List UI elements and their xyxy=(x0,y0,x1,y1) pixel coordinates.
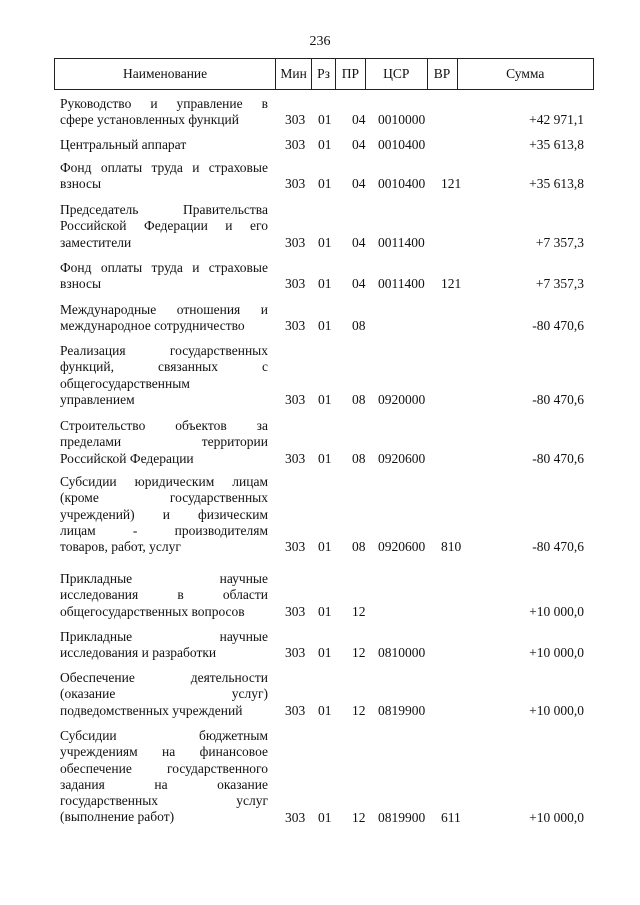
cell-sum: +10 000,0 xyxy=(529,809,584,825)
cell-rz: 01 xyxy=(318,603,332,619)
cell-rz: 01 xyxy=(318,645,332,661)
cell-csr: 0010000 xyxy=(378,112,426,128)
cell-sum: +42 971,1 xyxy=(529,112,584,128)
cell-csr: 0011400 xyxy=(378,234,425,250)
cell-sum: -80 470,6 xyxy=(532,539,584,555)
header-pr: ПР xyxy=(336,59,366,89)
cell-vr: 611 xyxy=(441,809,461,825)
cell-rz: 01 xyxy=(318,176,332,192)
header-name: Наименование xyxy=(55,59,276,89)
cell-pr: 08 xyxy=(352,539,366,555)
description-line: Прикладные научные xyxy=(60,629,268,644)
cell-csr: 0920600 xyxy=(378,450,426,466)
header-min: Мин xyxy=(276,59,312,89)
description-line: Председатель Правительства xyxy=(60,202,268,217)
cell-min: 303 xyxy=(285,450,306,466)
description-line: Субсидии бюджетным xyxy=(60,728,268,743)
cell-min: 303 xyxy=(285,318,306,334)
description-line: международное сотрудничество xyxy=(60,318,245,334)
cell-pr: 12 xyxy=(352,645,366,661)
description-line: Российской Федерации и его xyxy=(60,218,268,234)
table-row xyxy=(60,137,592,153)
cell-csr: 0010400 xyxy=(378,176,426,192)
cell-min: 303 xyxy=(285,539,306,555)
description-line: (кроме государственных xyxy=(60,490,268,506)
description-line: Фонд оплаты труда и страховые xyxy=(60,260,268,275)
cell-pr: 04 xyxy=(352,234,366,250)
table-row xyxy=(60,670,592,719)
cell-csr: 0920000 xyxy=(378,391,426,407)
cell-pr: 04 xyxy=(352,276,366,292)
cell-pr: 08 xyxy=(352,450,366,466)
description-line: Строительство объектов за xyxy=(60,418,268,433)
cell-sum: +7 357,3 xyxy=(535,276,584,292)
cell-csr: 0810000 xyxy=(378,645,426,661)
row-codes xyxy=(60,137,592,153)
table-row xyxy=(60,202,592,251)
cell-min: 303 xyxy=(285,112,306,128)
cell-min: 303 xyxy=(285,137,306,152)
cell-rz: 01 xyxy=(318,137,332,152)
cell-rz: 01 xyxy=(318,391,332,407)
row-codes xyxy=(60,540,592,556)
table-row xyxy=(60,474,592,556)
description-line: Субсидии юридическим лицам xyxy=(60,474,268,489)
table-header xyxy=(54,58,594,90)
table-row xyxy=(60,96,592,129)
table-row xyxy=(60,260,592,293)
cell-pr: 12 xyxy=(352,702,366,718)
cell-csr: 0920600 xyxy=(378,539,426,555)
cell-vr: 121 xyxy=(441,276,462,292)
cell-min: 303 xyxy=(285,176,306,192)
cell-min: 303 xyxy=(285,234,306,250)
description-line: Прикладные научные xyxy=(60,571,268,586)
description-line: исследования в области xyxy=(60,587,268,603)
description-line: (выполнение работ) xyxy=(60,809,175,825)
cell-pr: 12 xyxy=(352,809,366,825)
header-sum: Сумма xyxy=(506,66,545,81)
description-line: заместители xyxy=(60,234,132,250)
table-row xyxy=(60,302,592,335)
cell-vr: 810 xyxy=(441,539,462,555)
description-line: пределами территории xyxy=(60,434,268,450)
description-line: Центральный аппарат xyxy=(60,137,187,152)
description-line: лицам - производителям xyxy=(60,522,268,538)
cell-sum: +10 000,0 xyxy=(529,702,584,718)
cell-min: 303 xyxy=(285,603,306,619)
cell-sum: +35 613,8 xyxy=(529,137,584,152)
description-line: товаров, работ, услуг xyxy=(60,539,181,555)
cell-sum: +35 613,8 xyxy=(529,176,584,192)
row-codes xyxy=(60,703,592,719)
description-line: общегосударственным xyxy=(60,375,190,391)
row-codes xyxy=(60,646,592,662)
cell-csr: 0011400 xyxy=(378,276,425,292)
table-row xyxy=(60,343,592,408)
cell-pr: 04 xyxy=(352,137,366,152)
cell-csr: 0819900 xyxy=(378,809,426,825)
cell-csr: 0819900 xyxy=(378,702,426,718)
row-codes xyxy=(60,113,592,129)
cell-pr: 04 xyxy=(352,112,366,128)
description-line: подведомственных учреждений xyxy=(60,702,243,718)
row-codes xyxy=(60,810,592,826)
cell-vr: 121 xyxy=(441,176,462,192)
table-row xyxy=(60,571,592,620)
description-line: (оказание услуг) xyxy=(60,686,268,702)
description-line: Международные отношения и xyxy=(60,302,268,317)
description-line: Реализация государственных xyxy=(60,343,268,358)
header-csr: ЦСР xyxy=(366,59,428,89)
row-codes xyxy=(60,177,592,193)
cell-rz: 01 xyxy=(318,234,332,250)
table-row xyxy=(60,629,592,662)
table-row xyxy=(60,728,592,826)
row-codes xyxy=(60,277,592,293)
description-line: задания на оказание xyxy=(60,776,268,792)
description-line: Обеспечение деятельности xyxy=(60,670,268,685)
description-line: сфере установленных функций xyxy=(60,112,239,128)
description-line: исследования и разработки xyxy=(60,645,217,661)
cell-pr: 08 xyxy=(352,318,366,334)
description-line: общегосударственных вопросов xyxy=(60,603,245,619)
description-line: учреждений) и физическим xyxy=(60,506,268,522)
description-line: функций, связанных с xyxy=(60,359,268,375)
cell-pr: 04 xyxy=(352,176,366,192)
cell-min: 303 xyxy=(285,391,306,407)
cell-sum: -80 470,6 xyxy=(532,450,584,466)
description-line: Фонд оплаты труда и страховые xyxy=(60,160,268,175)
table-row xyxy=(60,418,592,467)
cell-csr: 0010400 xyxy=(378,137,426,152)
description-line: Российской Федерации xyxy=(60,450,194,466)
description-line: учреждениям на финансовое xyxy=(60,744,268,760)
table-row xyxy=(60,160,592,193)
description-line: взносы xyxy=(60,176,102,192)
cell-pr: 08 xyxy=(352,391,366,407)
description-line: управлением xyxy=(60,391,135,407)
row-codes xyxy=(60,392,592,408)
page-number: 236 xyxy=(309,34,331,49)
cell-sum: -80 470,6 xyxy=(532,318,584,334)
cell-rz: 01 xyxy=(318,276,332,292)
cell-rz: 01 xyxy=(318,809,332,825)
row-codes xyxy=(60,451,592,467)
row-codes xyxy=(60,235,592,251)
description-line: Руководство и управление в xyxy=(60,96,268,111)
cell-min: 303 xyxy=(285,809,306,825)
cell-rz: 01 xyxy=(318,112,332,128)
header-rz: Рз xyxy=(312,59,336,89)
cell-sum: +7 357,3 xyxy=(535,234,584,250)
cell-sum: +10 000,0 xyxy=(529,645,584,661)
description-line: взносы xyxy=(60,276,102,292)
cell-min: 303 xyxy=(285,276,306,292)
description-line: обеспечение государственного xyxy=(60,760,268,776)
cell-pr: 12 xyxy=(352,603,366,619)
cell-sum: +10 000,0 xyxy=(529,603,584,619)
row-codes xyxy=(60,319,592,335)
row-codes xyxy=(60,604,592,620)
header-vr: ВР xyxy=(428,59,458,89)
cell-min: 303 xyxy=(285,645,306,661)
cell-rz: 01 xyxy=(318,539,332,555)
cell-rz: 01 xyxy=(318,318,332,334)
cell-rz: 01 xyxy=(318,450,332,466)
cell-rz: 01 xyxy=(318,702,332,718)
cell-min: 303 xyxy=(285,702,306,718)
cell-sum: -80 470,6 xyxy=(532,391,584,407)
description-line: государственных услуг xyxy=(60,793,268,809)
